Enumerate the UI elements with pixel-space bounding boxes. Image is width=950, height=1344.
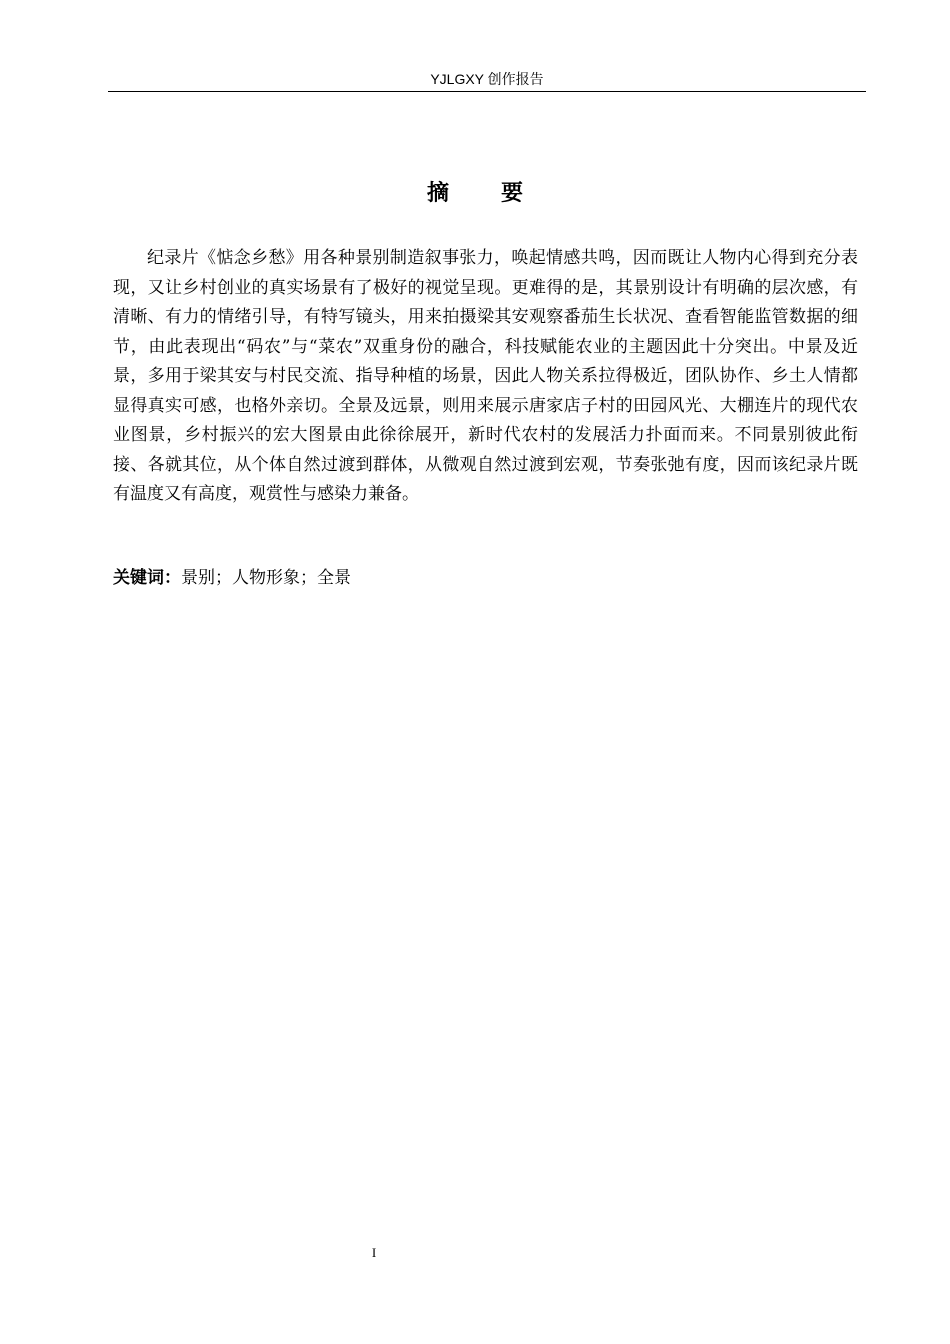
page-number: I bbox=[371, 1245, 377, 1260]
abstract-heading: 摘要 bbox=[426, 181, 575, 206]
page-header bbox=[108, 68, 866, 92]
keywords-text: 景别；人物形象；全景 bbox=[181, 568, 351, 588]
keywords-label: 关键词： bbox=[113, 568, 181, 588]
header-title: YJLGXY 创作报告 bbox=[430, 71, 544, 87]
abstract-paragraph: 纪录片《惦念乡愁》用各种景别制造叙事张力，唤起情感共鸣，因而既让人物内心得到充分表现，又让乡村创业的真实场景有了极好的视觉呈现。更难得的是，其景别设计有明确的层次感，有清晰、有力的情绪引导，有特写镜头，用来拍摄梁其安观察番茄生长状况、查看智能监管数据的细节，由此表现出“码农”与“菜农”双重身份的融合，科技赋能农业的主题因此十分突出。中景及近景，多用于梁其安与村民交流、指导种植的场景，因此人物关系拉得极近，团队协作、乡土人情都显得真实可感，也格外亲切。全景及远景，则用来展示唐家店子村的田园风光、大棚连片的现代农业图景，乡村振兴的宏大图景由此徐徐展开，新时代农村的发展活力扑面而来。不同景别彼此衔接、各就其位，从个体自然过渡到群体，从微观自然过渡到宏观，节奏张弛有度，因而该纪录片既有温度又有高度，观赏性与感染力兼备。 bbox=[113, 248, 858, 504]
keywords-line bbox=[113, 564, 858, 594]
